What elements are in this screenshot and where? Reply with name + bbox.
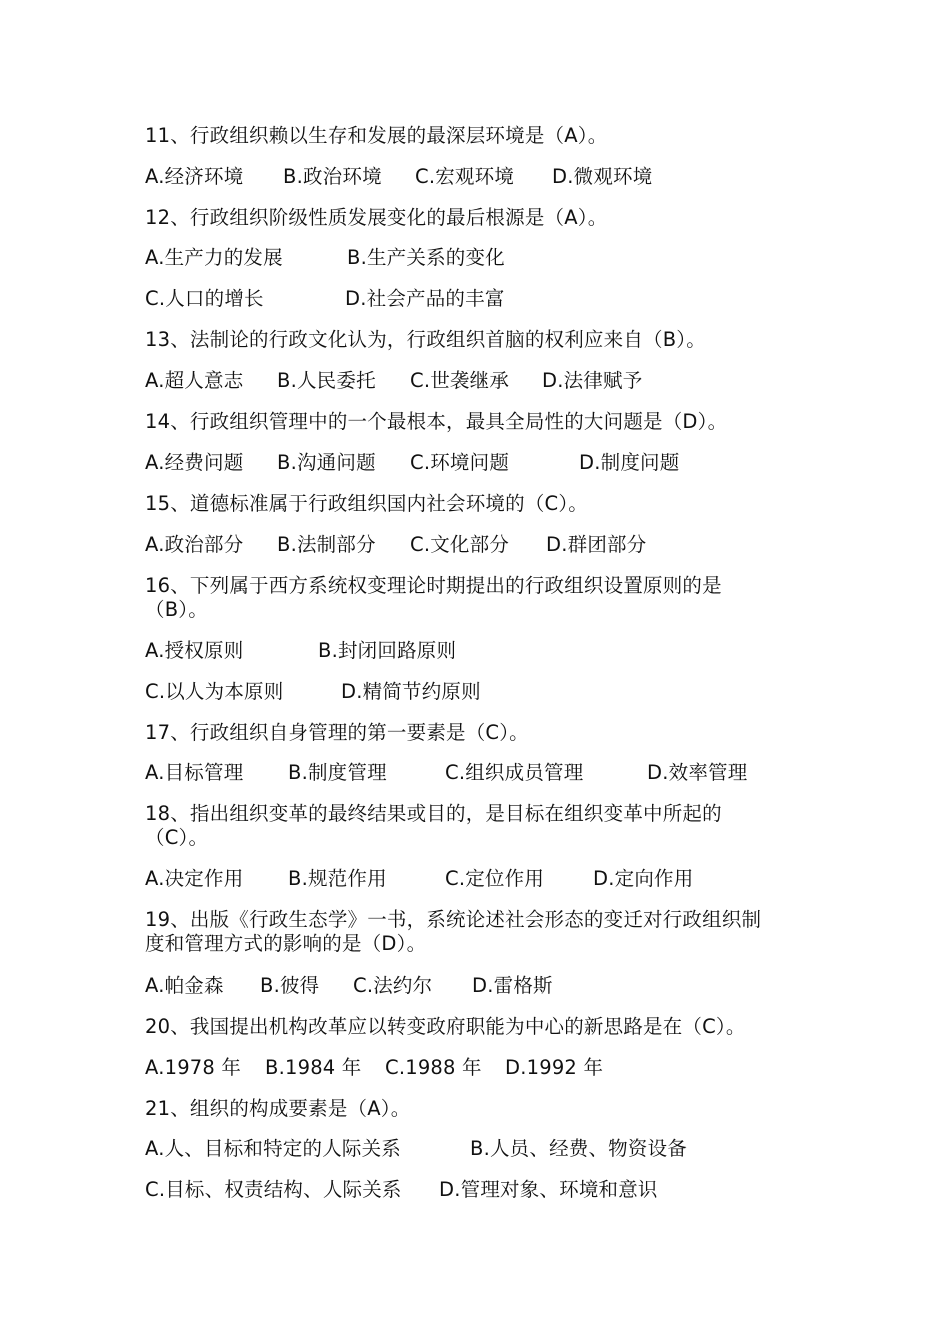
option-c: C.组织成员管理 [445, 761, 584, 784]
option-c: C.定位作用 [445, 867, 545, 890]
option-d: D.群团部分 [546, 533, 647, 556]
option-b: B.彼得 [260, 974, 320, 997]
question-16-line2: （B）。 [145, 598, 208, 621]
option-a: A.帕金森 [145, 974, 224, 997]
option-d: D.1992 年 [505, 1056, 604, 1079]
option-c: C.以人为本原则 [145, 680, 284, 703]
question-15: 15、道德标准属于行政组织国内社会环境的（C）。 [145, 492, 588, 515]
option-c: C.环境问题 [410, 451, 510, 474]
option-b: B.法制部分 [277, 533, 376, 556]
question-19-line1: 19、出版《行政生态学》一书，系统论述社会形态的变迁对行政组织制 [145, 908, 762, 931]
option-d: D.制度问题 [579, 451, 680, 474]
question-18-line1: 18、指出组织变革的最终结果或目的，是目标在组织变革中所起的 [145, 802, 722, 825]
option-a: A.经费问题 [145, 451, 244, 474]
option-c: C.目标、权责结构、人际关系 [145, 1178, 402, 1201]
option-b: B.1984 年 [265, 1056, 362, 1079]
option-b: B.沟通问题 [277, 451, 376, 474]
option-c: C.宏观环境 [415, 165, 515, 188]
option-a: A.决定作用 [145, 867, 244, 890]
option-b: B.规范作用 [288, 867, 387, 890]
option-c: C.文化部分 [410, 533, 510, 556]
question-20: 20、我国提出机构改革应以转变政府职能为中心的新思路是在（C）。 [145, 1015, 746, 1038]
question-12: 12、行政组织阶级性质发展变化的最后根源是（A）。 [145, 206, 608, 229]
option-a: A.授权原则 [145, 639, 244, 662]
option-a: A.生产力的发展 [145, 246, 283, 269]
option-a: A.政治部分 [145, 533, 244, 556]
option-c: C.法约尔 [353, 974, 433, 997]
option-b: B.封闭回路原则 [318, 639, 457, 662]
question-18-line2: （C）。 [145, 826, 209, 849]
option-d: D.精简节约原则 [341, 680, 481, 703]
option-d: D.定向作用 [593, 867, 694, 890]
option-d: D.社会产品的丰富 [345, 287, 505, 310]
question-13: 13、法制论的行政文化认为，行政组织首脑的权利应来自（B）。 [145, 328, 706, 351]
question-16-line1: 16、下列属于西方系统权变理论时期提出的行政组织设置原则的是 [145, 574, 722, 597]
option-a: A.经济环境 [145, 165, 244, 188]
option-b: B.政治环境 [283, 165, 382, 188]
option-b: B.人员、经费、物资设备 [470, 1137, 687, 1160]
option-d: D.雷格斯 [472, 974, 553, 997]
option-a: A.人、目标和特定的人际关系 [145, 1137, 401, 1160]
option-d: D.法律赋予 [542, 369, 643, 392]
question-17: 17、行政组织自身管理的第一要素是（C）。 [145, 721, 529, 744]
question-21: 21、组织的构成要素是（A）。 [145, 1097, 411, 1120]
option-b: B.制度管理 [288, 761, 387, 784]
question-19-line2: 度和管理方式的影响的是（D）。 [145, 932, 427, 955]
option-c: C.1988 年 [385, 1056, 482, 1079]
option-a: A.1978 年 [145, 1056, 242, 1079]
option-b: B.人民委托 [277, 369, 376, 392]
option-c: C.世袭继承 [410, 369, 510, 392]
option-d: D.微观环境 [552, 165, 653, 188]
option-a: A.超人意志 [145, 369, 244, 392]
option-c: C.人口的增长 [145, 287, 264, 310]
option-d: D.管理对象、环境和意识 [439, 1178, 658, 1201]
question-11: 11、行政组织赖以生存和发展的最深层环境是（A）。 [145, 124, 608, 147]
option-d: D.效率管理 [647, 761, 748, 784]
option-a: A.目标管理 [145, 761, 244, 784]
question-14: 14、行政组织管理中的一个最根本，最具全局性的大问题是（D）。 [145, 410, 728, 433]
option-b: B.生产关系的变化 [347, 246, 505, 269]
